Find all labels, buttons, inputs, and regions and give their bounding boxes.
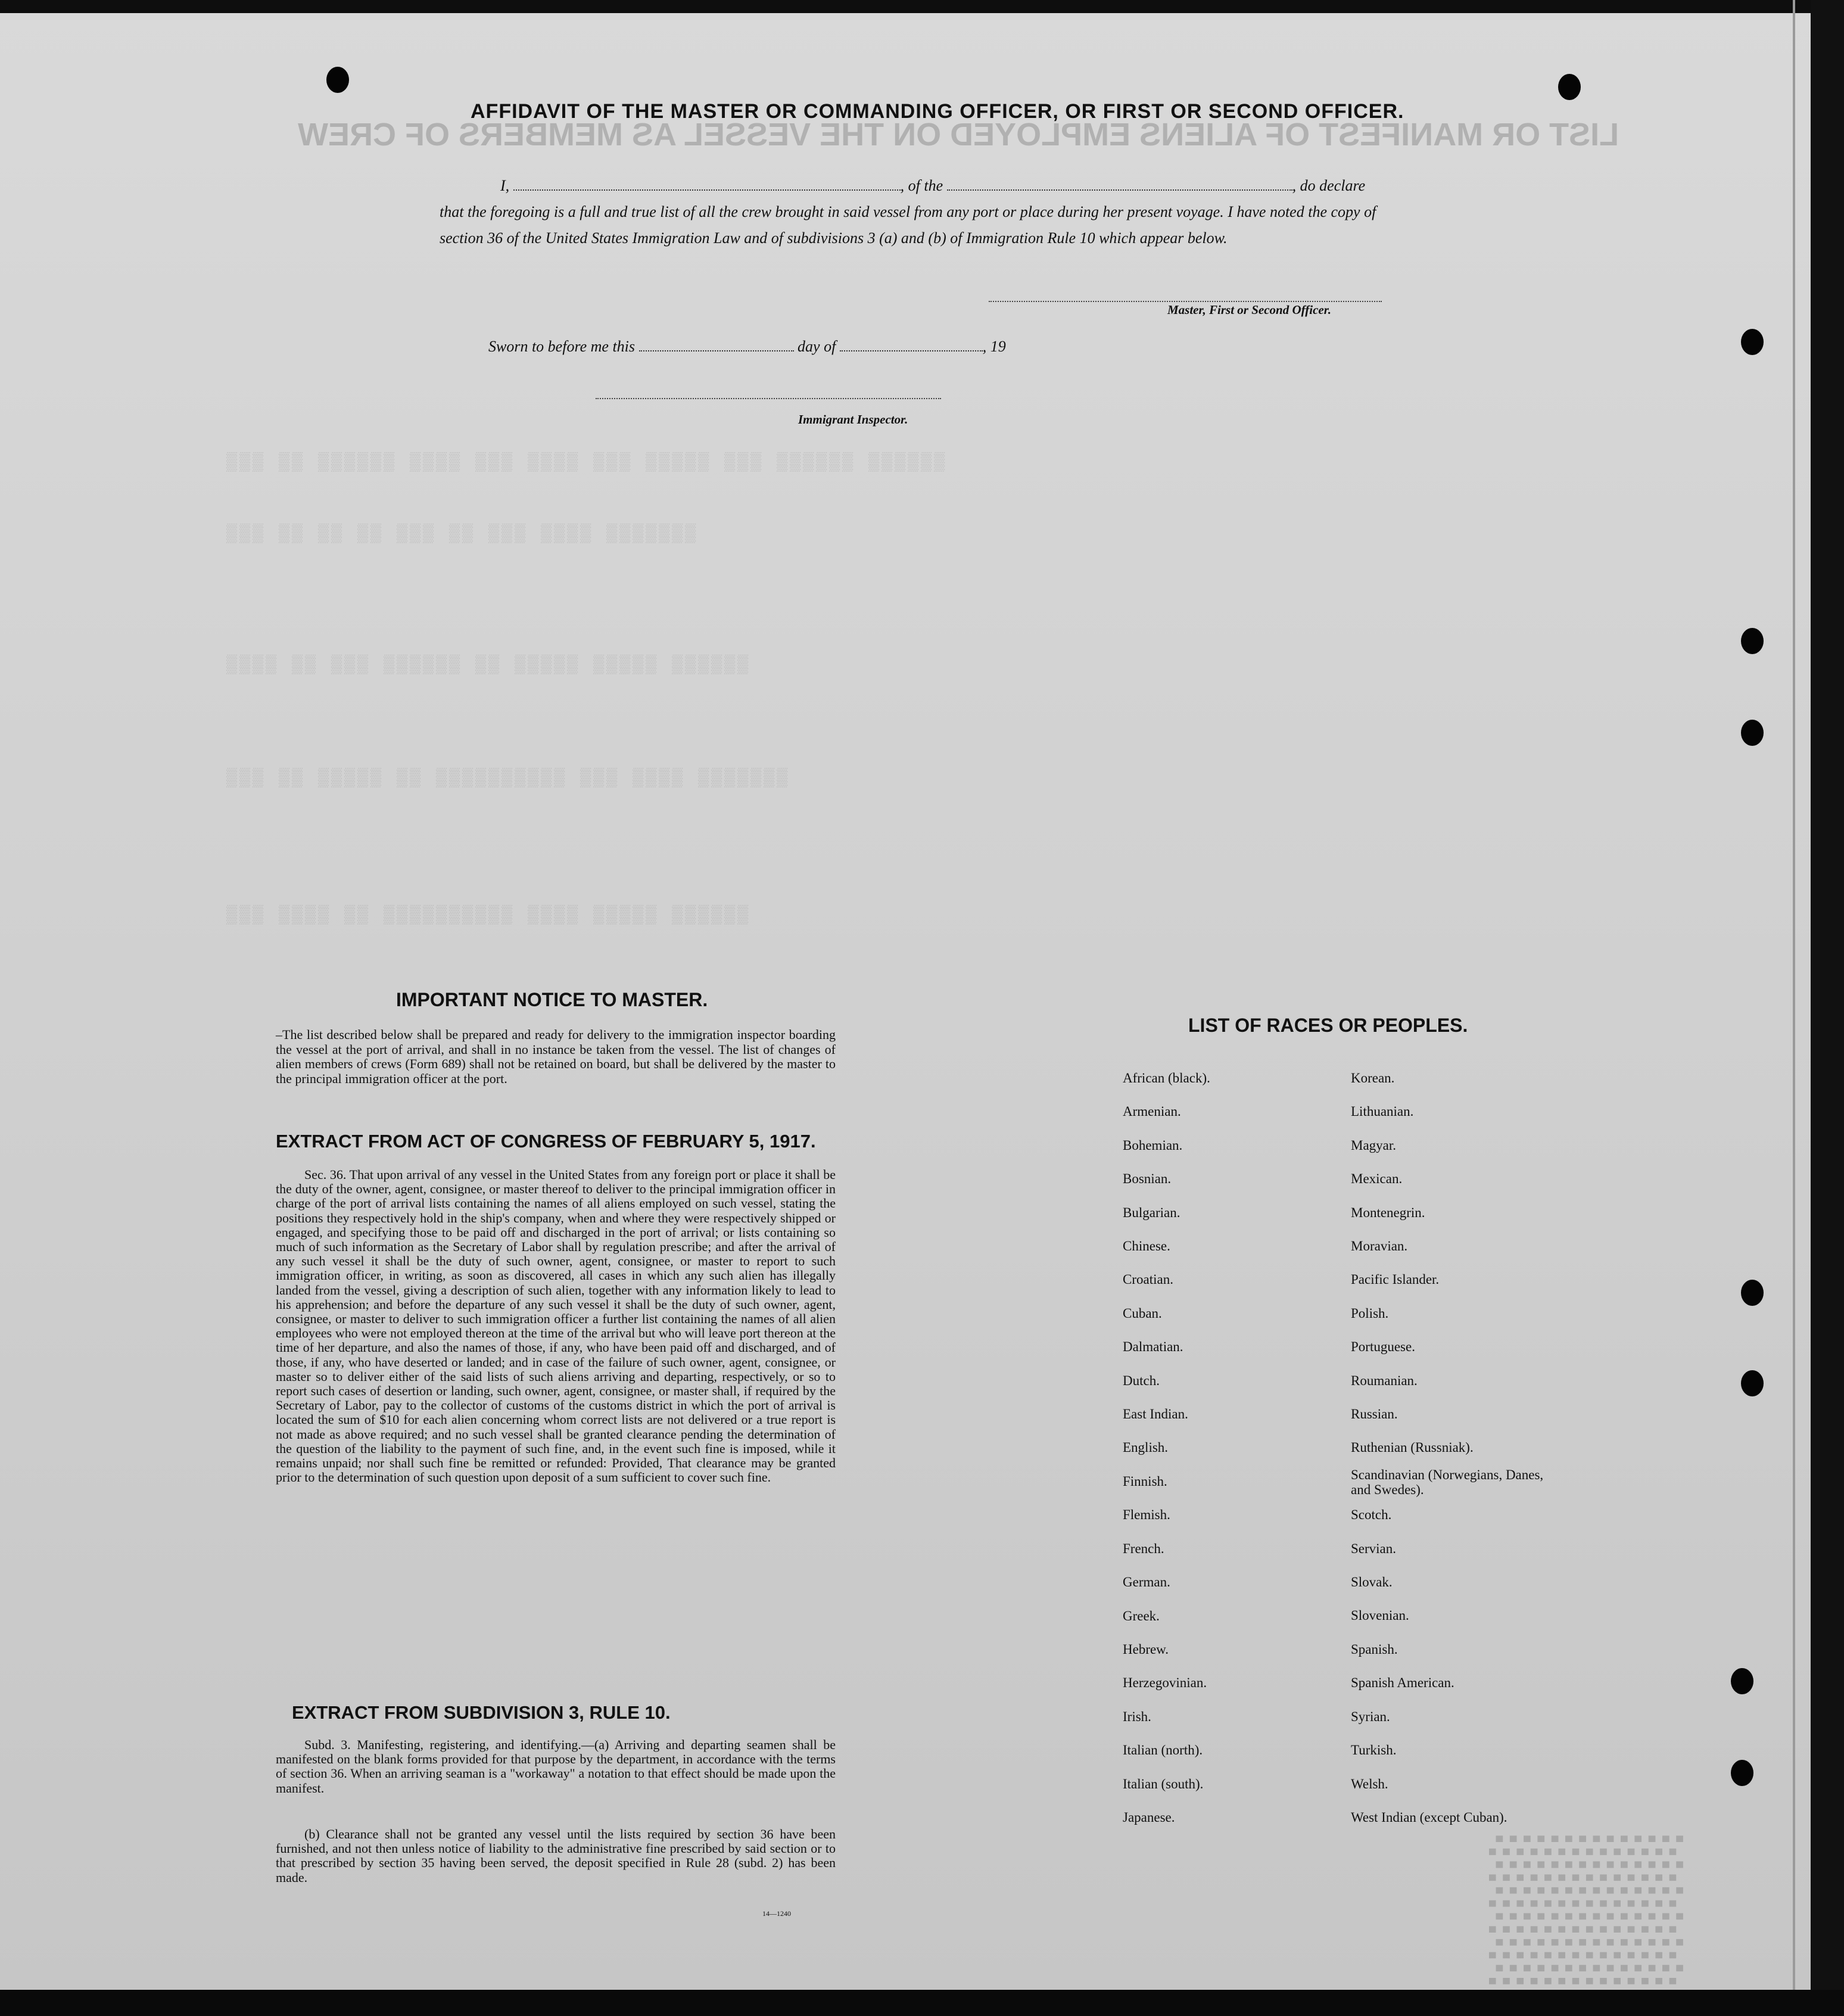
race-item: Bulgarian. <box>1123 1205 1180 1220</box>
punch-hole <box>1731 1760 1753 1786</box>
race-item: Hebrew. <box>1123 1641 1169 1657</box>
punch-hole <box>1741 720 1764 746</box>
bleed-through-heading: LIST OR MANIFEST OF ALIENS EMPLOYED ON THE VESSEL AS MEMBERS OF CREW <box>298 117 1619 153</box>
rule-extract-title: EXTRACT FROM SUBDIVISION 3, RULE 10. <box>292 1702 671 1723</box>
scan-border-right <box>1811 0 1844 2016</box>
race-item: West Indian (except Cuban). <box>1351 1809 1507 1825</box>
race-item: East Indian. <box>1123 1407 1188 1422</box>
race-item: Cuban. <box>1123 1305 1162 1321</box>
race-item: Finnish. <box>1123 1473 1167 1489</box>
race-item: Italian (south). <box>1123 1776 1204 1791</box>
race-item: Slovak. <box>1351 1575 1393 1590</box>
year-prefix: , 19 <box>982 338 1006 355</box>
sworn-label: Sworn to before me this <box>488 338 636 355</box>
subdivision-3a-text: Subd. 3. Manifesting, registering, and identifying.—(a) Arriving and departing seamen shall be manifested on the blank forms provided for that purpose by the department, in accordance with the terms of section 36. When an arriving seaman is a "workaway" a notation to that effect should be made upon the manifest. <box>276 1737 836 1796</box>
race-item: English. <box>1123 1440 1169 1455</box>
subdivision-3b-text: (b) Clearance shall not be granted any vessel until the lists required by section 36 have been furnished, and not then unless notice of liability to the administrative fine prescribed by said section or to that prescribed by section 35 having been served, the deposit specified in Rule 28 (subd. 2) has been made. <box>276 1827 836 1885</box>
sworn-day-blank <box>639 350 794 351</box>
race-item: Dalmatian. <box>1123 1339 1183 1355</box>
declare-of-label: , of the <box>900 177 943 194</box>
race-item: Mexican. <box>1351 1171 1403 1187</box>
race-item: Portuguese. <box>1351 1339 1415 1355</box>
punch-hole <box>1731 1668 1753 1694</box>
master-signature-line <box>989 301 1382 302</box>
race-item: Armenian. <box>1123 1104 1181 1119</box>
race-item: Polish. <box>1351 1305 1389 1321</box>
affidavit-body: that the foregoing is a full and true list of all the crew brought in said vessel from any port or place during her present voyage. I have noted the copy of section 36 of the United States Immigration Law and of subdivisions 3 (a) and (b) of Immigration Rule 10 which appear below. <box>440 203 1376 247</box>
race-item: Pacific Islander. <box>1351 1272 1440 1287</box>
punch-hole <box>1741 329 1764 355</box>
race-item: Russian. <box>1351 1407 1398 1422</box>
scan-border-top <box>0 0 1844 13</box>
race-item: Herzegovinian. <box>1123 1675 1207 1691</box>
notice-body: –The list described below shall be prepared and ready for delivery to the immigration inspector boarding the vessel at the port of arrival, and shall in no instance be taken from the vessel. The list of changes of alien members of crews (Form 689) shall not be retained on board, but shall be delivered by the master to the principal immigration officer at the port. <box>276 1027 836 1086</box>
inspector-caption: Immigrant Inspector. <box>798 412 908 427</box>
affidavit-title: AFFIDAVIT OF THE MASTER OR COMMANDING OFFICER, OR FIRST OR SECOND OFFICER. <box>471 100 1404 123</box>
race-item: Turkish. <box>1351 1743 1397 1758</box>
race-item: Japanese. <box>1123 1809 1175 1825</box>
vessel-name-blank <box>947 189 1292 191</box>
race-item: Dutch. <box>1123 1373 1160 1388</box>
race-item: Flemish. <box>1123 1507 1170 1523</box>
affidavit-declaration-line <box>500 177 1365 195</box>
punch-hole <box>1741 1280 1764 1306</box>
bleed-through-row: ▒▒▒ ▒▒▒▒ ▒▒ ▒▒▒▒▒▒▒▒▒▒ ▒▒▒▒ ▒▒▒▒▒ ▒▒▒▒▒▒ <box>226 906 751 926</box>
section-36-text: Sec. 36. That upon arrival of any vessel in the United States from any foreign port or place it shall be the duty of the owner, agent, consignee, or master thereof to deliver to the principal immigration officer in charge of the port of arrival lists containing the names of all aliens employed on such vessel, stating the positions they respectively hold in the ship's company, when and where they were respectively shipped or engaged, and specifying those to be paid off and discharged in the port of arrival; or lists containing so much of such information as the Secretary of Labor shall by regulation prescribe; and after the arrival of any such vessel it shall be the duty of such owner, agent, consignee, or master to report to such immigration officer, in writing, as soon as discovered, all cases in which any such alien has illegally landed from the vessel, giving a description of such alien, together with any information likely to lead to his apprehension; and before the departure of any such vessel it shall be the duty of such owner, agent, consignee, or master to deliver to such immigration officer a further list containing the names of all alien employees who were not employed thereon at the time of the arrival but who will leave port thereon at the time of her departure, and also the names of those, if any, who have been paid off and discharged, and of those, if any, who have deserted or landed; and in case of the failure of such owner, agent, consignee, or master so to deliver either of the said lists of such aliens arriving and departing, respectively, or so to report such cases of desertion or landing, such owner, agent, consignee, or master shall, if required by the Secretary of Labor, pay to the collector of customs of the customs district in which the port of arrival is located the sum of $10 for each alien concerning whom correct lists are not delivered or a true report is not made as above required; and no such vessel shall be granted clearance pending the determination of the question of the liability to the payment of such fine, and, in the event such fine is imposed, while it remains unpaid; nor shall such fine be remitted or refunded: Provided, That clearance may be granted prior to the determination of such question upon deposit of a sum sufficient to cover such fine. <box>276 1167 836 1485</box>
race-item: Spanish. <box>1351 1641 1398 1657</box>
race-item: Servian. <box>1351 1541 1397 1556</box>
race-item: Slovenian. <box>1351 1608 1409 1623</box>
sworn-month-blank <box>840 350 983 351</box>
bleed-through-row: ▒▒▒ ▒▒ ▒▒▒▒▒ ▒▒ ▒▒▒▒▒▒▒▒▒▒ ▒▒▒ ▒▒▒▒ ▒▒▒▒▒▒▒ <box>226 769 790 789</box>
punch-hole <box>326 67 349 93</box>
races-left-column <box>1123 1062 1210 1834</box>
master-name-blank <box>513 189 901 191</box>
notice-title: IMPORTANT NOTICE TO MASTER. <box>396 989 708 1010</box>
bleed-through-row: ▒▒▒▒ ▒▒ ▒▒▒ ▒▒▒▒▒▒ ▒▒ ▒▒▒▒▒ ▒▒▒▒▒ ▒▒▒▒▒▒ <box>226 655 751 676</box>
race-item: Moravian. <box>1351 1239 1408 1254</box>
race-item: Magyar. <box>1351 1137 1397 1153</box>
inspector-signature-line <box>596 398 941 399</box>
race-item: Ruthenian (Russniak). <box>1351 1440 1474 1455</box>
race-item: Scotch. <box>1351 1507 1392 1523</box>
punch-hole <box>1558 74 1581 100</box>
race-item: Bosnian. <box>1123 1171 1172 1187</box>
race-item: Scandinavian (Norwegians, Danes, and Swedes). <box>1351 1467 1544 1497</box>
bleed-through-page-number: ▒▒ <box>1489 1825 1683 1978</box>
scan-border-bottom <box>0 1990 1844 2016</box>
race-item: French. <box>1123 1541 1164 1556</box>
race-item: Montenegrin. <box>1351 1205 1425 1220</box>
race-item: Korean. <box>1351 1071 1395 1085</box>
day-of-label: day of <box>798 338 836 355</box>
race-item: Spanish American. <box>1351 1675 1454 1691</box>
race-item: African (black). <box>1123 1071 1210 1085</box>
page-edge <box>1793 0 1795 2016</box>
form-number: 14—1240 <box>762 1909 791 1918</box>
bleed-through-row: ▒▒▒ ▒▒ ▒▒ ▒▒ ▒▒▒ ▒▒ ▒▒▒ ▒▒▒▒ ▒▒▒▒▒▒▒ <box>226 524 699 545</box>
race-item: Irish. <box>1123 1709 1151 1724</box>
race-item: Greek. <box>1123 1608 1160 1623</box>
race-item: Roumanian. <box>1351 1373 1418 1388</box>
declare-i-label: I, <box>500 177 510 194</box>
race-item: Lithuanian. <box>1351 1104 1414 1119</box>
punch-hole <box>1741 1370 1764 1396</box>
race-item: German. <box>1123 1575 1170 1590</box>
races-list-title: LIST OF RACES OR PEOPLES. <box>1188 1015 1468 1036</box>
race-item: Welsh. <box>1351 1776 1388 1791</box>
race-item: Italian (north). <box>1123 1743 1203 1758</box>
race-item: Croatian. <box>1123 1272 1173 1287</box>
punch-hole <box>1741 628 1764 654</box>
race-item: Chinese. <box>1123 1239 1170 1254</box>
bleed-through-row: ▒▒▒ ▒▒ ▒▒▒▒▒▒ ▒▒▒▒ ▒▒▒ ▒▒▒▒ ▒▒▒ ▒▒▒▒▒ ▒▒▒ ▒▒▒▒▒▒ ▒▒▒▒▒▒ <box>226 453 948 473</box>
master-signature-caption: Master, First or Second Officer. <box>1167 303 1331 317</box>
sworn-line <box>488 338 1006 356</box>
race-item: Bohemian. <box>1123 1137 1183 1153</box>
declare-end-label: , do declare <box>1292 177 1366 194</box>
race-item: Syrian. <box>1351 1709 1390 1724</box>
act-extract-title: EXTRACT FROM ACT OF CONGRESS OF FEBRUARY 5, 1917. <box>276 1131 816 1152</box>
races-right-column <box>1351 1062 1565 1834</box>
